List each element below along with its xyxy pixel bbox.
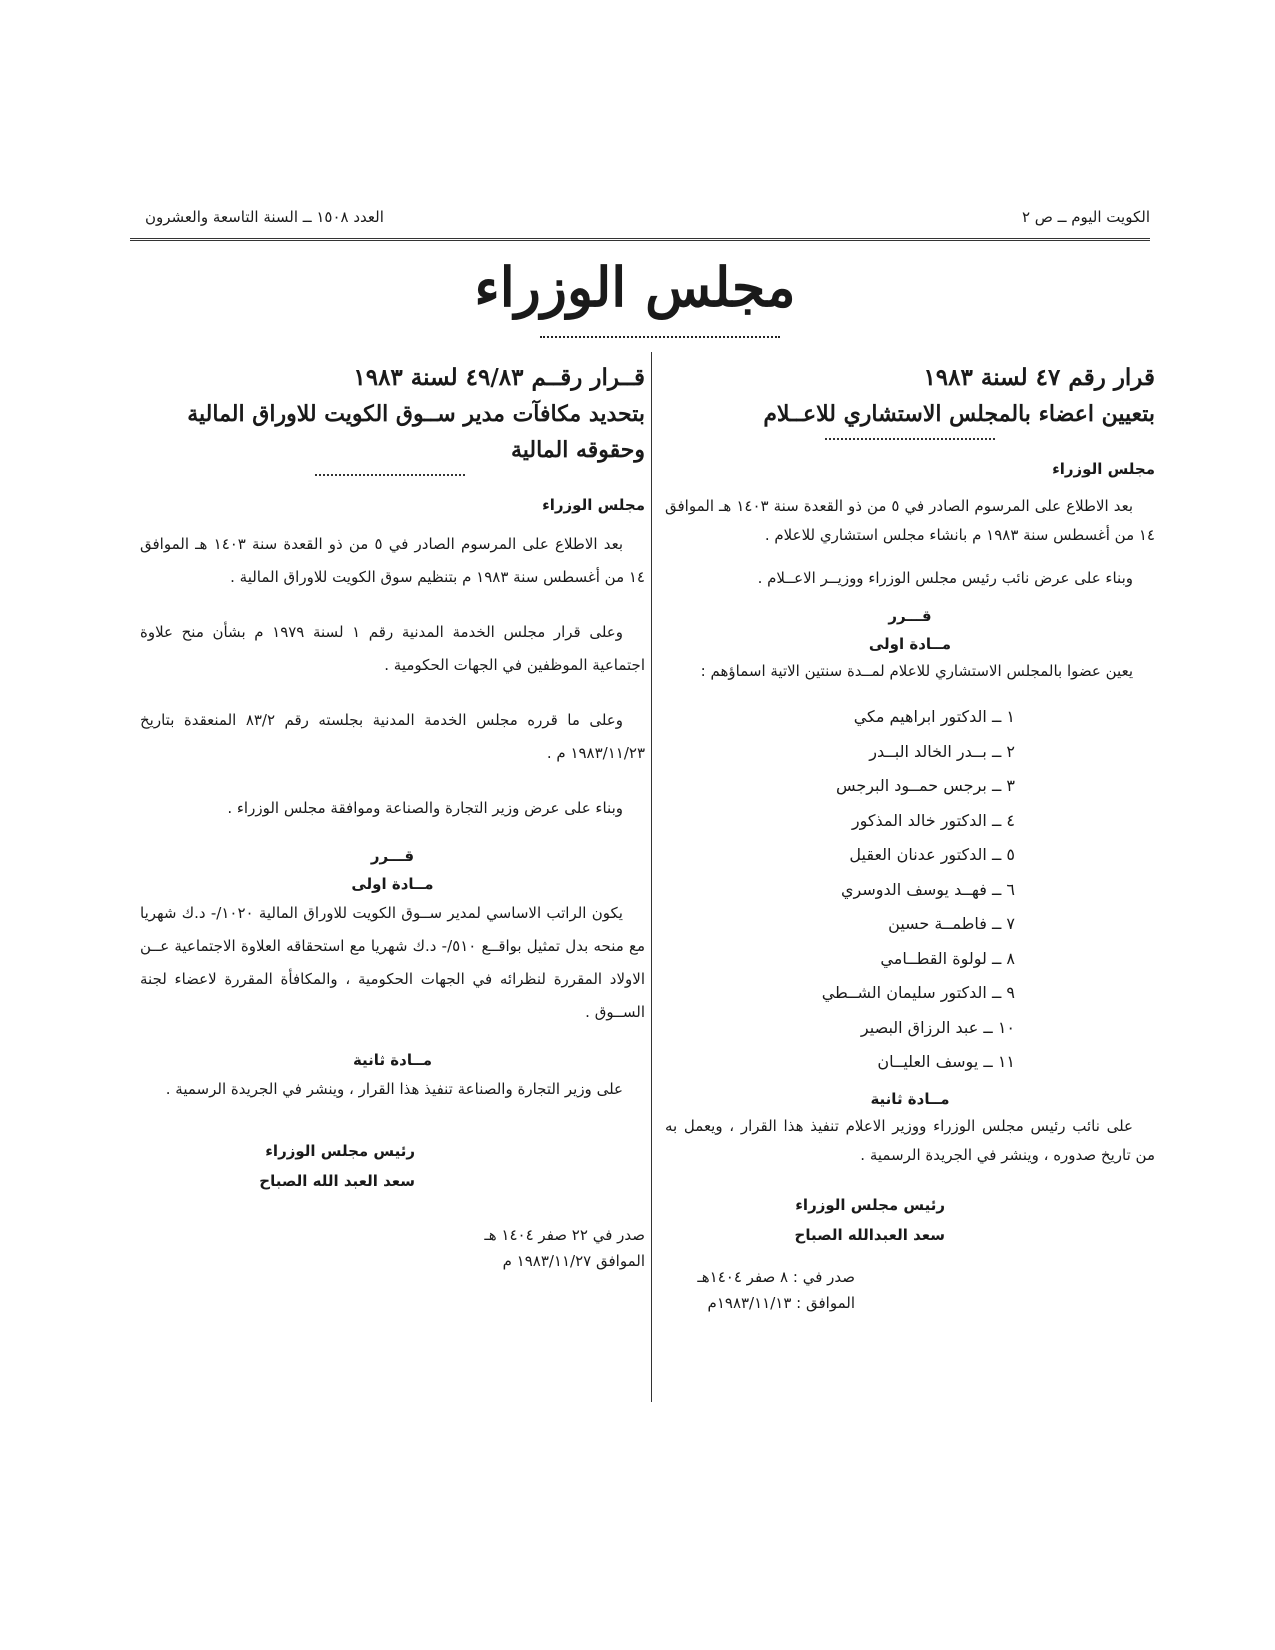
list-item: ٤ ــ الدكتور خالد المذكور	[851, 810, 1015, 830]
decree-47-article-2-heading: مــادة ثانية	[870, 1089, 950, 1108]
decree-49-issue-date	[140, 1222, 645, 1274]
column-divider	[651, 352, 652, 1402]
header-rule	[130, 238, 1150, 241]
decree-49-article-2-text: على وزير التجارة والصناعة تنفيذ هذا القرار ، وينشر في الجريدة الرسمية .	[165, 1080, 623, 1098]
running-header	[130, 208, 1150, 242]
list-item: ٩ ــ الدكتور سليمان الشــطي	[821, 983, 1015, 1002]
decree-47-article-1-heading: مــادة اولى	[868, 635, 952, 653]
list-item: ٨ ــ لولوة القطــامي	[880, 948, 1015, 968]
masthead-rule	[540, 336, 780, 338]
decree-47-article-2-text: على نائب رئيس مجلس الوزراء ووزير الاعلام تنفيذ هذا القرار ، ويعمل به من تاريخ صدوره ، وينشر في الجريدة الرسمية .	[665, 1116, 1155, 1164]
issue-label: العدد ١٥٠٨ ــ السنة التاسعة والعشرون	[145, 208, 384, 226]
decree-47-issuer: مجلس الوزراء	[1052, 460, 1155, 478]
decree-47-preamble-1: بعد الاطلاع على المرسوم الصادر في ٥ من ذو القعدة سنة ١٤٠٣ هـ الموافق ١٤ من أغسطس سنة ١٩٨٣ م بانشاء مجلس استشاري للاعلام .	[665, 497, 1155, 544]
section-masthead: مجلس الوزراء	[474, 255, 796, 319]
member-list	[665, 700, 1155, 1080]
decree-49-preamble-3: وعلى ما قرره مجلس الخدمة المدنية بجلسته رقم ٨٣/٢ المنعقدة بتاريخ ١٩٨٣/١١/٢٣ م .	[140, 711, 645, 762]
decree-47-title-rule	[825, 438, 995, 440]
decree-49-column	[140, 360, 645, 1274]
list-item: ٧ ــ فاطمــة حسين	[888, 914, 1015, 933]
decree-47-column	[665, 360, 1155, 1316]
list-item: ١٠ ــ عبد الرزاق البصير	[860, 1017, 1015, 1037]
decree-49-article-2-heading: مــادة ثانية	[352, 1051, 433, 1069]
list-item: ٥ ــ الدكتور عدنان العقيل	[849, 845, 1015, 864]
decree-47-article-1-text: يعين عضوا بالمجلس الاستشاري للاعلام لمــدة سنتين الاتية اسماؤهم :	[700, 662, 1133, 680]
list-item: ١ ــ الدكتور ابراهيم مكي	[853, 707, 1015, 726]
signature-name: سعد العبدالله الصباح	[794, 1225, 945, 1244]
decree-49-signature	[140, 1136, 645, 1196]
list-item: ٣ ــ برجس حمــود البرجس	[835, 776, 1015, 795]
decree-49-preamble-4: وبناء على عرض وزير التجارة والصناعة وموافقة مجلس الوزراء .	[227, 799, 623, 817]
decree-47-preamble-2: وبناء على عرض نائب رئيس مجلس الوزراء ووزيــر الاعــلام .	[757, 569, 1133, 587]
decree-47-issue-date	[665, 1264, 1155, 1316]
signature-name: سعد العبد الله الصباح	[259, 1172, 415, 1190]
issued-hijri: صدر في ٢٢ صفر ١٤٠٤ هـ	[484, 1226, 645, 1244]
decree-47-subtitle: بتعيين اعضاء بالمجلس الاستشاري للاعــلام	[763, 401, 1155, 427]
decree-49-preamble-2: وعلى قرار مجلس الخدمة المدنية رقم ١ لسنة ١٩٧٩ م بشأن منح علاوة اجتماعية الموظفين في الجهات الحكومية .	[140, 623, 645, 674]
publication-page-label: الكويت اليوم ــ ص ٢	[1021, 208, 1150, 226]
list-item: ١١ ــ يوسف العليــان	[877, 1052, 1015, 1071]
decree-47-signature	[665, 1190, 1155, 1250]
signature-title: رئيس مجلس الوزراء	[265, 1142, 415, 1160]
decree-49-article-1-heading: مــادة اولى	[351, 875, 434, 893]
decree-49-preamble-1: بعد الاطلاع على المرسوم الصادر في ٥ من ذو القعدة سنة ١٤٠٣ هـ الموافق ١٤ من أغسطس سنة ١٩٨٣ م بتنظيم سوق الكويت للاوراق المالية .	[140, 535, 645, 586]
decree-47-decided: قـــرر	[888, 607, 932, 625]
issued-gregorian: الموافق ١٩٨٣/١١/٢٧ م	[502, 1252, 645, 1270]
decree-49-decided: قـــرر	[370, 847, 415, 865]
decree-49-title: قــرار رقــم ٤٩/٨٣ لسنة ١٩٨٣	[353, 364, 645, 391]
issued-hijri: صدر في : ٨ صفر ١٤٠٤هـ	[697, 1267, 855, 1286]
decree-49-title-rule	[315, 474, 465, 476]
list-item: ٦ ــ فهــد يوسف الدوسري	[841, 879, 1015, 899]
decree-47-title: قرار رقم ٤٧ لسنة ١٩٨٣	[923, 364, 1155, 391]
decree-49-issuer: مجلس الوزراء	[542, 496, 645, 514]
signature-title: رئيس مجلس الوزراء	[795, 1195, 945, 1214]
decree-49-subtitle: بتحديد مكافآت مدير ســوق الكويت للاوراق المالية وحقوقه المالية	[187, 401, 645, 463]
decree-49-article-1-text: يكون الراتب الاساسي لمدير ســوق الكويت للاوراق المالية ١٠٢٠/- د.ك شهريا مع منحه بدل تمثيل بواقــع ٥١٠/- د.ك شهريا مع استحقاقه العلاوة الاجتماعية عــن الاولاد المقررة لنظرائه في الجهات الحكومية ، والمكافأة المقررة لاعضاء لجنة الســوق .	[140, 904, 645, 1021]
list-item: ٢ ــ بــدر الخالد البــدر	[869, 741, 1015, 761]
issued-gregorian: الموافق : ١٩٨٣/١١/١٣م	[707, 1293, 855, 1312]
